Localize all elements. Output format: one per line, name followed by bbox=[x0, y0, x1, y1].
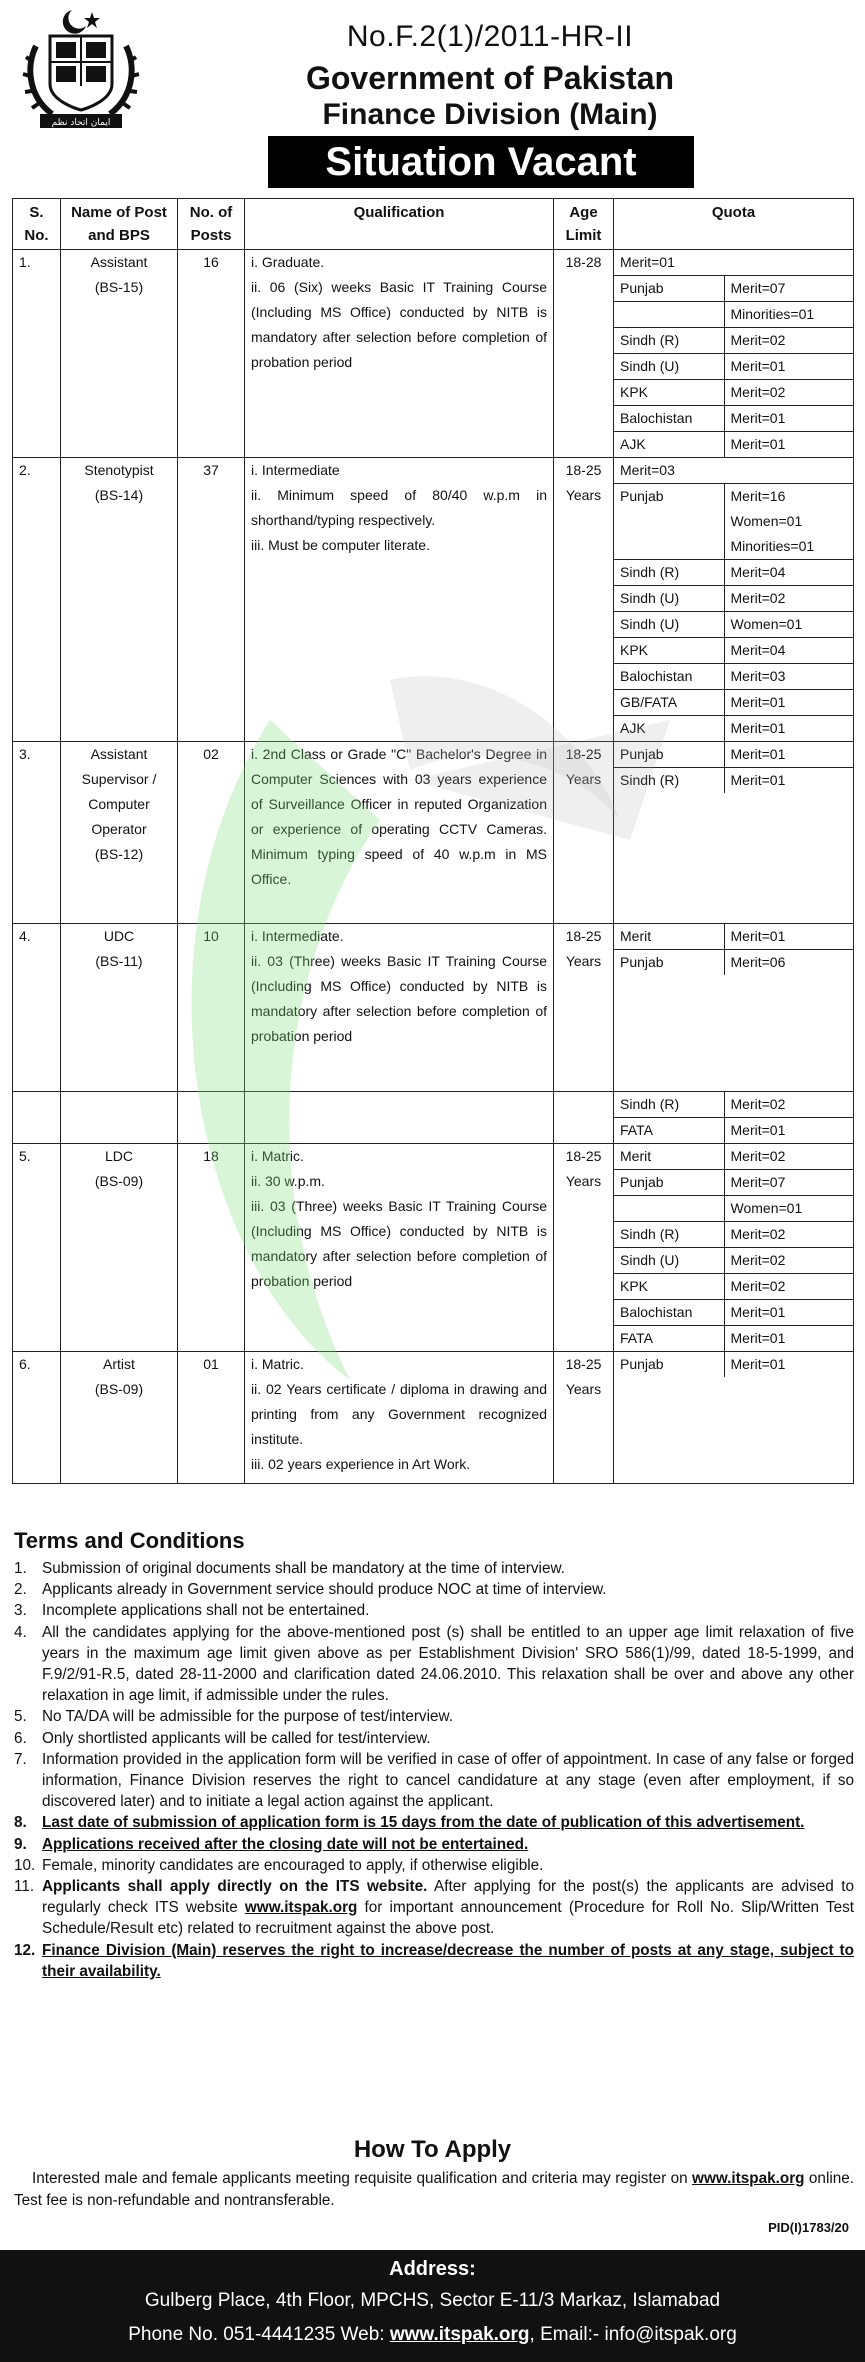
quota-cell bbox=[614, 1352, 854, 1484]
pid-number: PID(I)1783/20 bbox=[768, 2220, 849, 2235]
quota-cell bbox=[614, 458, 854, 742]
posts-cell: 02 bbox=[178, 742, 245, 924]
list-item: 5. No TA/DA will be admissible for the purpose of test/interview. bbox=[14, 1708, 453, 1726]
list-item: 4. All the candidates applying for the above-mentioned post (s) shall be entitled to an upper age limit relaxation of five years in the maximum age limit given above as per Establishment Division' SRO 586(1)/99, dated 18-5-1999, and F.9/2/91-R.5, dated 28-11-2000 and clarification dated 24.06.2010. This relaxation shall be over and above any other relaxation in age limit, if admissible under the rules. bbox=[14, 1623, 854, 1705]
posts-cell: 16 bbox=[178, 250, 245, 458]
quota-cell bbox=[614, 1092, 854, 1144]
quota-subtable: Merit Merit=01 Punjab Merit=06 bbox=[614, 924, 853, 975]
table-row bbox=[13, 1144, 854, 1352]
header-quota: Quota bbox=[614, 199, 854, 250]
header-qualification: Qualification bbox=[245, 199, 554, 250]
quota-subtable: Punjab Merit=01 bbox=[614, 1352, 853, 1377]
posts-cell: 37 bbox=[178, 458, 245, 742]
post-cell: Assistant Supervisor / Computer Operator (BS-12) bbox=[61, 742, 178, 924]
header bbox=[0, 0, 865, 198]
header-sno: S. No. bbox=[13, 199, 61, 250]
post-cell: Assistant (BS-15) bbox=[61, 250, 178, 458]
footer-web-link[interactable]: www.itspak.org bbox=[389, 2324, 530, 2345]
list-item: 3. Incomplete applications shall not be entertained. bbox=[14, 1602, 370, 1620]
age-cell: 18-25 Years bbox=[554, 458, 614, 742]
terms-list bbox=[14, 1558, 854, 1982]
itspak-link[interactable]: www.itspak.org bbox=[244, 1899, 358, 1917]
age-cell: 18-25 Years bbox=[554, 742, 614, 924]
age-cell: 18-25 Years bbox=[554, 924, 614, 1092]
post-cell: LDC (BS-09) bbox=[61, 1144, 178, 1352]
header-post: Name of Post and BPS bbox=[61, 199, 178, 250]
age-cell: 18-25 Years bbox=[554, 1144, 614, 1352]
terms-title: Terms and Conditions bbox=[14, 1528, 245, 1553]
itspak-link[interactable]: www.itspak.org bbox=[692, 2170, 805, 2187]
list-item: 7. Information provided in the application form will be verified in case of offer of appointment. In case of any false or forged information, Finance Division reserves the right to cancel candidature at any stage (even after employment, if so discovered later) and to initiate a legal action against the applicant. bbox=[14, 1750, 854, 1811]
list-item: 1. Submission of original documents shall be mandatory at the time of interview. bbox=[14, 1560, 565, 1577]
how-to-apply-text: Interested male and female applicants meeting requisite qualification and criteria may register on www.itspak.org online. Test fee is non-refundable and nontransferable. bbox=[14, 2170, 855, 2209]
quota-subtable: Merit=01 Punjab Merit=07 Minorities=01 Sindh (R) Merit=02 Sindh (U) Merit=01 KPK Merit=02 Balochistan Merit=01 AJK Merit=01 bbox=[614, 250, 853, 457]
division-title: Finance Division (Main) bbox=[322, 98, 658, 131]
list-item: 10. Female, minority candidates are encouraged to apply, if otherwise eligible. bbox=[14, 1856, 544, 1874]
vacancy-table bbox=[12, 198, 854, 1484]
contact-line: Phone No. 051-4441235 Web: www.itspak.org, Email:- info@itspak.org bbox=[128, 2324, 737, 2345]
reference-number: No.F.2(1)/2011-HR-II bbox=[346, 20, 634, 53]
how-to-apply-title: How To Apply bbox=[353, 2136, 512, 2163]
list-item: 2. Applicants already in Government service should produce NOC at time of interview. bbox=[14, 1581, 607, 1599]
sno-cell: 1. bbox=[13, 250, 61, 458]
quota-subtable: Merit=03 Punjab Merit=16 Women=01 Minorities=01 Sindh (R) Merit=04 Sindh (U) Merit=02 Sindh (U) Women=01 KPK Merit=04 Balochistan Merit=03 GB/FATA Merit=01 AJK Merit=01 bbox=[614, 458, 853, 741]
quota-subtable: Punjab Merit=01 Sindh (R) Merit=01 bbox=[614, 742, 853, 793]
qualification-cell: i. Matric. ii. 30 w.p.m. iii. 03 (Three) weeks Basic IT Training Course (Including MS Office) conducted by NITB is mandatory after selection before completion of probation period bbox=[245, 1144, 554, 1352]
sno-cell: 4. bbox=[13, 924, 61, 1092]
list-item: 9. Applications received after the closing date will not be entertained. bbox=[14, 1835, 529, 1853]
qualification-cell: i. Matric. ii. 02 Years certificate / diploma in drawing and printing from any Government recognized institute. iii. 02 years experience in Art Work. bbox=[245, 1352, 554, 1484]
header-posts: No. of Posts bbox=[178, 199, 245, 250]
quota-subtable: Sindh (R) Merit=02 FATA Merit=01 bbox=[614, 1092, 853, 1143]
state-emblem-icon bbox=[22, 6, 140, 134]
sno-cell: 5. bbox=[13, 1144, 61, 1352]
quota-cell bbox=[614, 1144, 854, 1352]
svg-text:ایمان اتحاد نظم: ایمان اتحاد نظم bbox=[51, 118, 111, 128]
sno-cell: 6. bbox=[13, 1352, 61, 1484]
qualification-cell: i. Graduate. ii. 06 (Six) weeks Basic IT Training Course (Including MS Office) conducted by NITB is mandatory after selection before completion of probation period bbox=[245, 250, 554, 458]
situation-vacant-banner: Situation Vacant bbox=[268, 136, 694, 188]
age-cell: 18-25 Years bbox=[554, 1352, 614, 1484]
header-age: Age Limit bbox=[554, 199, 614, 250]
government-title: Government of Pakistan bbox=[305, 60, 675, 96]
posts-cell: 10 bbox=[178, 924, 245, 1092]
quota-cell bbox=[614, 924, 854, 1092]
quota-subtable: Merit Merit=02 Punjab Merit=07 Women=01 Sindh (R) Merit=02 Sindh (U) Merit=02 KPK Merit=02 Balochistan Merit=01 FATA Merit=01 bbox=[614, 1144, 853, 1351]
table-row bbox=[13, 458, 854, 742]
list-item: 8. Last date of submission of application form is 15 days from the date of publication of this advertisement. bbox=[14, 1814, 805, 1832]
post-cell: Stenotypist (BS-14) bbox=[61, 458, 178, 742]
quota-cell bbox=[614, 250, 854, 458]
sno-cell: 2. bbox=[13, 458, 61, 742]
posts-cell: 01 bbox=[178, 1352, 245, 1484]
post-cell: Artist (BS-09) bbox=[61, 1352, 178, 1484]
table-row bbox=[13, 1352, 854, 1484]
table-header-row bbox=[13, 199, 854, 250]
age-cell: 18-28 bbox=[554, 250, 614, 458]
address-text: Gulberg Place, 4th Floor, MPCHS, Sector E-11/3 Markaz, Islamabad bbox=[144, 2290, 721, 2311]
qualification-cell: i. 2nd Class or Grade "C" Bachelor's Degree in Computer Sciences with 03 years experience of Surveillance Officer in reputed Organization or experience of operating CCTV Cameras. Minimum typing speed of 40 w.p.m in MS Office. bbox=[245, 742, 554, 924]
qualification-cell: i. Intermediate. ii. 03 (Three) weeks Basic IT Training Course (Including MS Office) conducted by NITB is mandatory after selection before completion of probation period bbox=[245, 924, 554, 1092]
table-row bbox=[13, 742, 854, 924]
table-row bbox=[13, 1092, 854, 1144]
quota-cell bbox=[614, 742, 854, 924]
table-row bbox=[13, 924, 854, 1092]
sno-cell: 3. bbox=[13, 742, 61, 924]
footer bbox=[0, 2250, 865, 2362]
list-item: 12. Finance Division (Main) reserves the right to increase/decrease the number of posts at any stage, subject to their availability. bbox=[14, 1941, 854, 1980]
post-cell: UDC (BS-11) bbox=[61, 924, 178, 1092]
table-row bbox=[13, 250, 854, 458]
list-item: 6. Only shortlisted applicants will be called for test/interview. bbox=[14, 1729, 431, 1747]
address-title: Address: bbox=[389, 2258, 476, 2280]
qualification-cell: i. Intermediate ii. Minimum speed of 80/40 w.p.m in shorthand/typing respectively. iii. Must be computer literate. bbox=[245, 458, 554, 742]
posts-cell: 18 bbox=[178, 1144, 245, 1352]
list-item: 11. Applicants shall apply directly on the ITS website. After applying for the post(s) the applicants are advised to regularly check ITS website www.itspak.org for important announcement (Procedure for Roll No. Slip/Written Test Schedule/Result etc) related to recruitment against the above post. bbox=[14, 1878, 855, 1938]
